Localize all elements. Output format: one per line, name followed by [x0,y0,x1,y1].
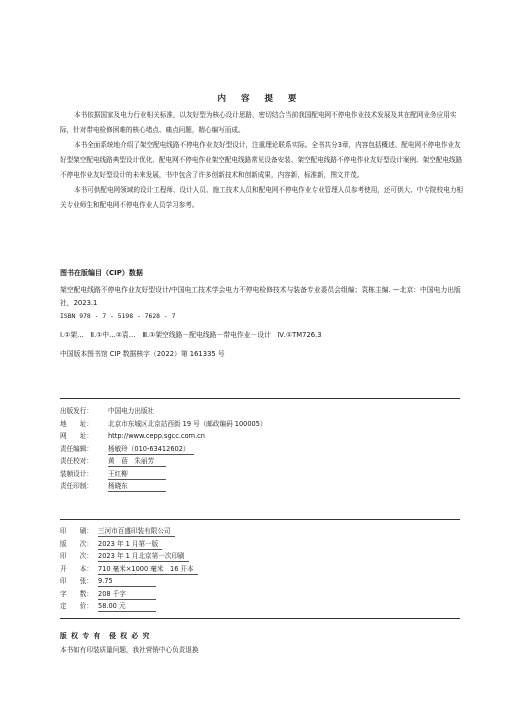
designer-value: 王红柳 [108,470,166,480]
publisher-row: 出版发行： 中国电力出版社 [60,407,155,415]
editor-row: 责任编辑： 杨敏玲（010-63412602） [60,443,267,456]
impression-row: 印 次： 2023 年 1 月北京第一次印刷 [60,550,198,563]
publisher-value: 中国电力出版社 [108,407,155,415]
editor-value: 杨敏玲（010-63412602） [108,445,194,455]
edition-row: 版 次： 2023 年 1 月第一版 [60,538,198,551]
cip-subjects: Ⅰ.①架… Ⅱ.①中…②袁… Ⅲ.①架空线路－配电线路－带电作业－设计 Ⅳ.①TM726.3 [60,331,322,339]
proofreader-row: 责任校对： 黄 蓓 朱丽芳 [60,455,267,468]
copyright-notice: 版 权 专 有 侵 权 必 究 [60,632,151,640]
divider [60,398,460,399]
return-policy-note: 本书如有印装质量问题，我社营销中心负责退换 [60,646,199,654]
cip-heading: 图书在版编目（CIP）数据 [60,269,143,277]
cip-number: 中国版本图书馆 CIP 数据核字（2022）第 161335 号 [60,350,225,358]
designer-row: 装帧设计： 王红柳 [60,468,267,481]
printer-value: 三河市百盛印装有限公司 [98,527,175,537]
website-row: 网 址： http://www.cepp.sgcc.com.cn [60,432,205,440]
divider [60,618,460,619]
summary-text [60,108,466,213]
address-row: 地 址： 北京市东城区北京站西街 19 号（邮政编码 100005） [60,419,267,428]
price-row: 定 价： 58.00 元 [60,600,198,613]
print-manager-row: 责任印制： 杨晓东 [60,480,267,493]
format-value: 710 毫米×1000 毫米 16 开本 [98,565,198,575]
edition-value: 2023 年 1 月第一版 [98,540,162,550]
website-value: http://www.cepp.sgcc.com.cn [108,432,205,440]
publishing-info [60,405,267,493]
summary-paragraph: 本书可供配电网领域的设计工程师、设计人员、施工技术人员和配电网不停电作业专业管理人员参考使用，还可供大、中专院校电力相关专业师生和配电网不停电作业人员学习参考。 [60,186,464,209]
sheets-value: 9.75 [98,577,156,587]
address-value: 北京市东城区北京站西街 19 号（邮政编码 100005） [108,419,267,428]
summary-paragraph: 本书全面系统地介绍了架空配电线路不停电作业友好型设计，注重理论联系实际。全书共分3章，内容包括概述、配电网不停电作业友好型架空配电线路典型设计优化、配电网不停电作业架空配电线路常见设备安装、架空配电线路不停电作业友好型设计案例、架空配电线路不停电作业友好型设计的未来发展，书中包含了许多创新技术和创新成果，内容新，标准新，图文并茂。 [60,141,463,179]
divider [60,519,460,520]
cip-record-block [60,284,462,361]
printer-row: 印 刷： 三河市百盛印装有限公司 [60,525,198,538]
format-row: 开 本： 710 毫米×1000 毫米 16 开本 [60,563,198,576]
word-count-value: 208 千字 [98,590,156,600]
impression-value: 2023 年 1 月北京第一次印刷 [98,552,189,562]
summary-title: 内 容 提 要 [217,94,303,104]
price-value: 58.00 元 [98,602,156,612]
proofreader-value: 黄 蓓 朱丽芳 [108,457,166,467]
word-count-row: 字 数： 208 千字 [60,588,198,601]
sheets-row: 印 张： 9.75 [60,575,198,588]
print-manager-value: 杨晓东 [108,482,166,492]
printing-info [60,525,198,613]
cip-record: 架空配电线路不停电作业友好型设计/中国电工技术学会电力不停电检修技术与装备专业委员会组编；袁栋主编. —北京：中国电力出版社，2023.1 [60,286,461,307]
summary-paragraph: 本书依据国家及电力行业相关标准，以友好型为核心设计思路，密切结合当前我国配电网不停电作业技术发展及其在配网业务应用实际，针对带电检修困难的核心堵点、痛点问题，精心编写而成。 [60,111,457,134]
isbn: ISBN 978 - 7 - 5198 - 7628 - 7 [60,312,176,320]
